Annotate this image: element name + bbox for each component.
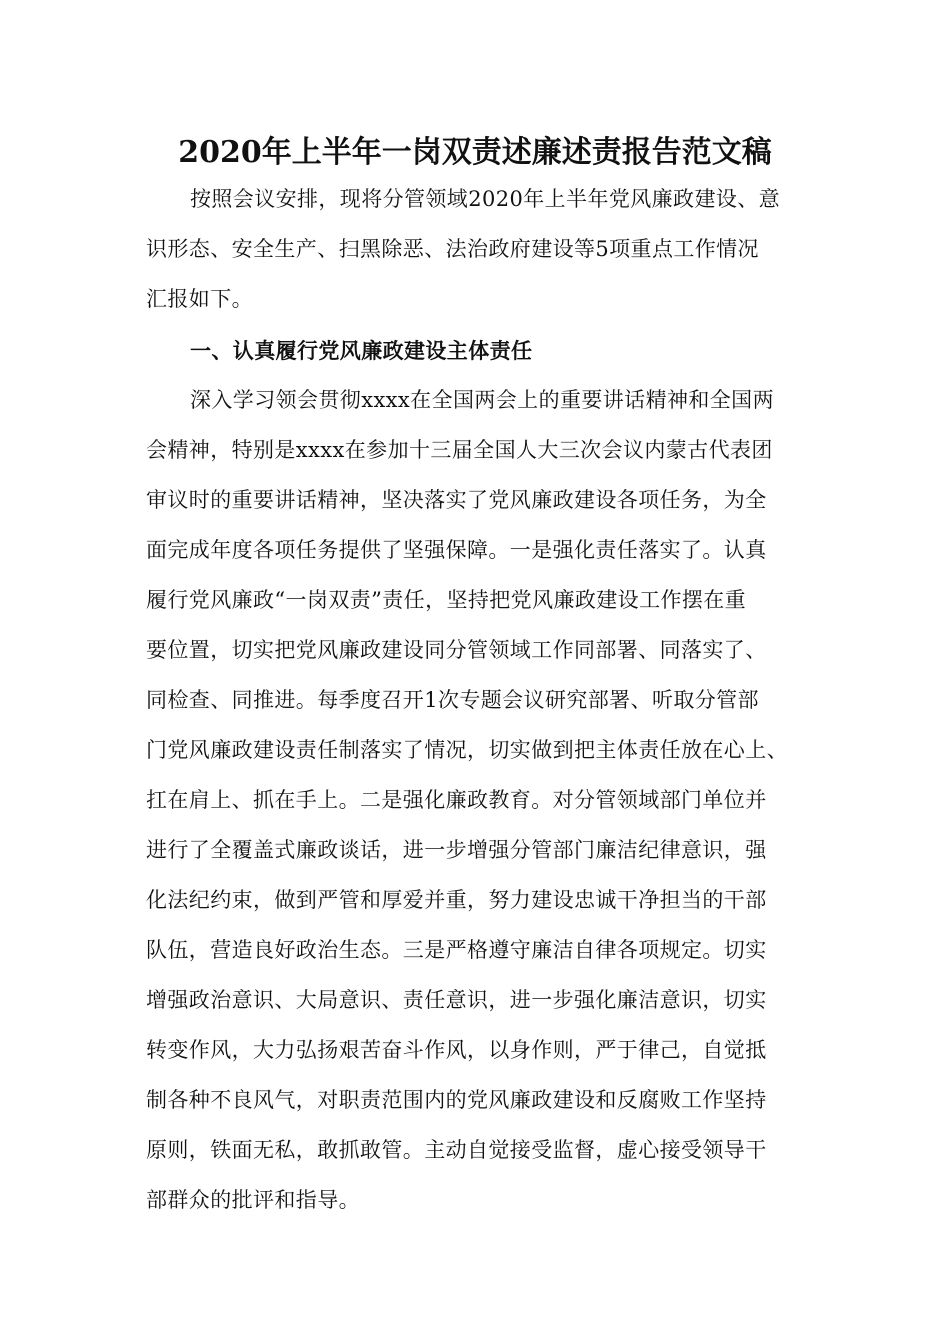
body-line-14: 转变作风，大力弘扬艰苦奋斗作风，以身作则，严于律己，自觉抵 <box>146 1038 767 1062</box>
body-line-3: 审议时的重要讲话精神，坚决落实了党风廉政建设各项任务，为全 <box>146 488 767 512</box>
body-line-10: 进行了全覆盖式廉政谈话，进一步增强分管部门廉洁纪律意识，强 <box>146 838 767 862</box>
body-line-15: 制各种不良风气，对职责范围内的党风廉政建设和反腐败工作坚持 <box>146 1088 767 1112</box>
body-line-13: 增强政治意识、大局意识、责任意识，进一步强化廉洁意识，切实 <box>146 988 767 1012</box>
body-line-1: 深入学习领会贯彻xxxx在全国两会上的重要讲话精神和全国两 <box>190 388 774 412</box>
body-line-11: 化法纪约束，做到严管和厚爱并重，努力建设忠诚干净担当的干部 <box>146 888 767 912</box>
body-line-4: 面完成年度各项任务提供了坚强保障。一是强化责任落实了。认真 <box>146 538 767 562</box>
body-line-6: 要位置，切实把党风廉政建设同分管领域工作同部署、同落实了、 <box>146 638 767 662</box>
intro-line-3: 汇报如下。 <box>146 287 253 311</box>
intro-line-1: 按照会议安排，现将分管领域2020年上半年党风廉政建设、意 <box>190 187 781 211</box>
section-1-heading: 一、认真履行党风廉政建设主体责任 <box>190 338 533 363</box>
intro-line-2: 识形态、安全生产、扫黑除恶、法治政府建设等5项重点工作情况 <box>146 237 759 261</box>
body-line-17: 部群众的批评和指导。 <box>146 1188 360 1212</box>
body-line-8: 门党风廉政建设责任制落实了情况，切实做到把主体责任放在心上、 <box>146 738 788 762</box>
document-title: 2020年上半年一岗双责述廉述责报告范文稿 <box>178 135 772 170</box>
body-line-16: 原则，铁面无私，敢抓敢管。主动自觉接受监督，虚心接受领导干 <box>146 1138 767 1162</box>
body-line-12: 队伍，营造良好政治生态。三是严格遵守廉洁自律各项规定。切实 <box>146 938 767 962</box>
body-line-2: 会精神，特别是xxxx在参加十三届全国人大三次会议内蒙古代表团 <box>146 438 773 462</box>
body-line-5: 履行党风廉政“一岗双责”责任，坚持把党风廉政建设工作摆在重 <box>146 588 747 612</box>
body-line-7: 同检查、同推进。每季度召开1次专题会议研究部署、听取分管部 <box>146 688 759 712</box>
body-line-9: 扛在肩上、抓在手上。二是强化廉政教育。对分管领域部门单位并 <box>146 788 767 812</box>
